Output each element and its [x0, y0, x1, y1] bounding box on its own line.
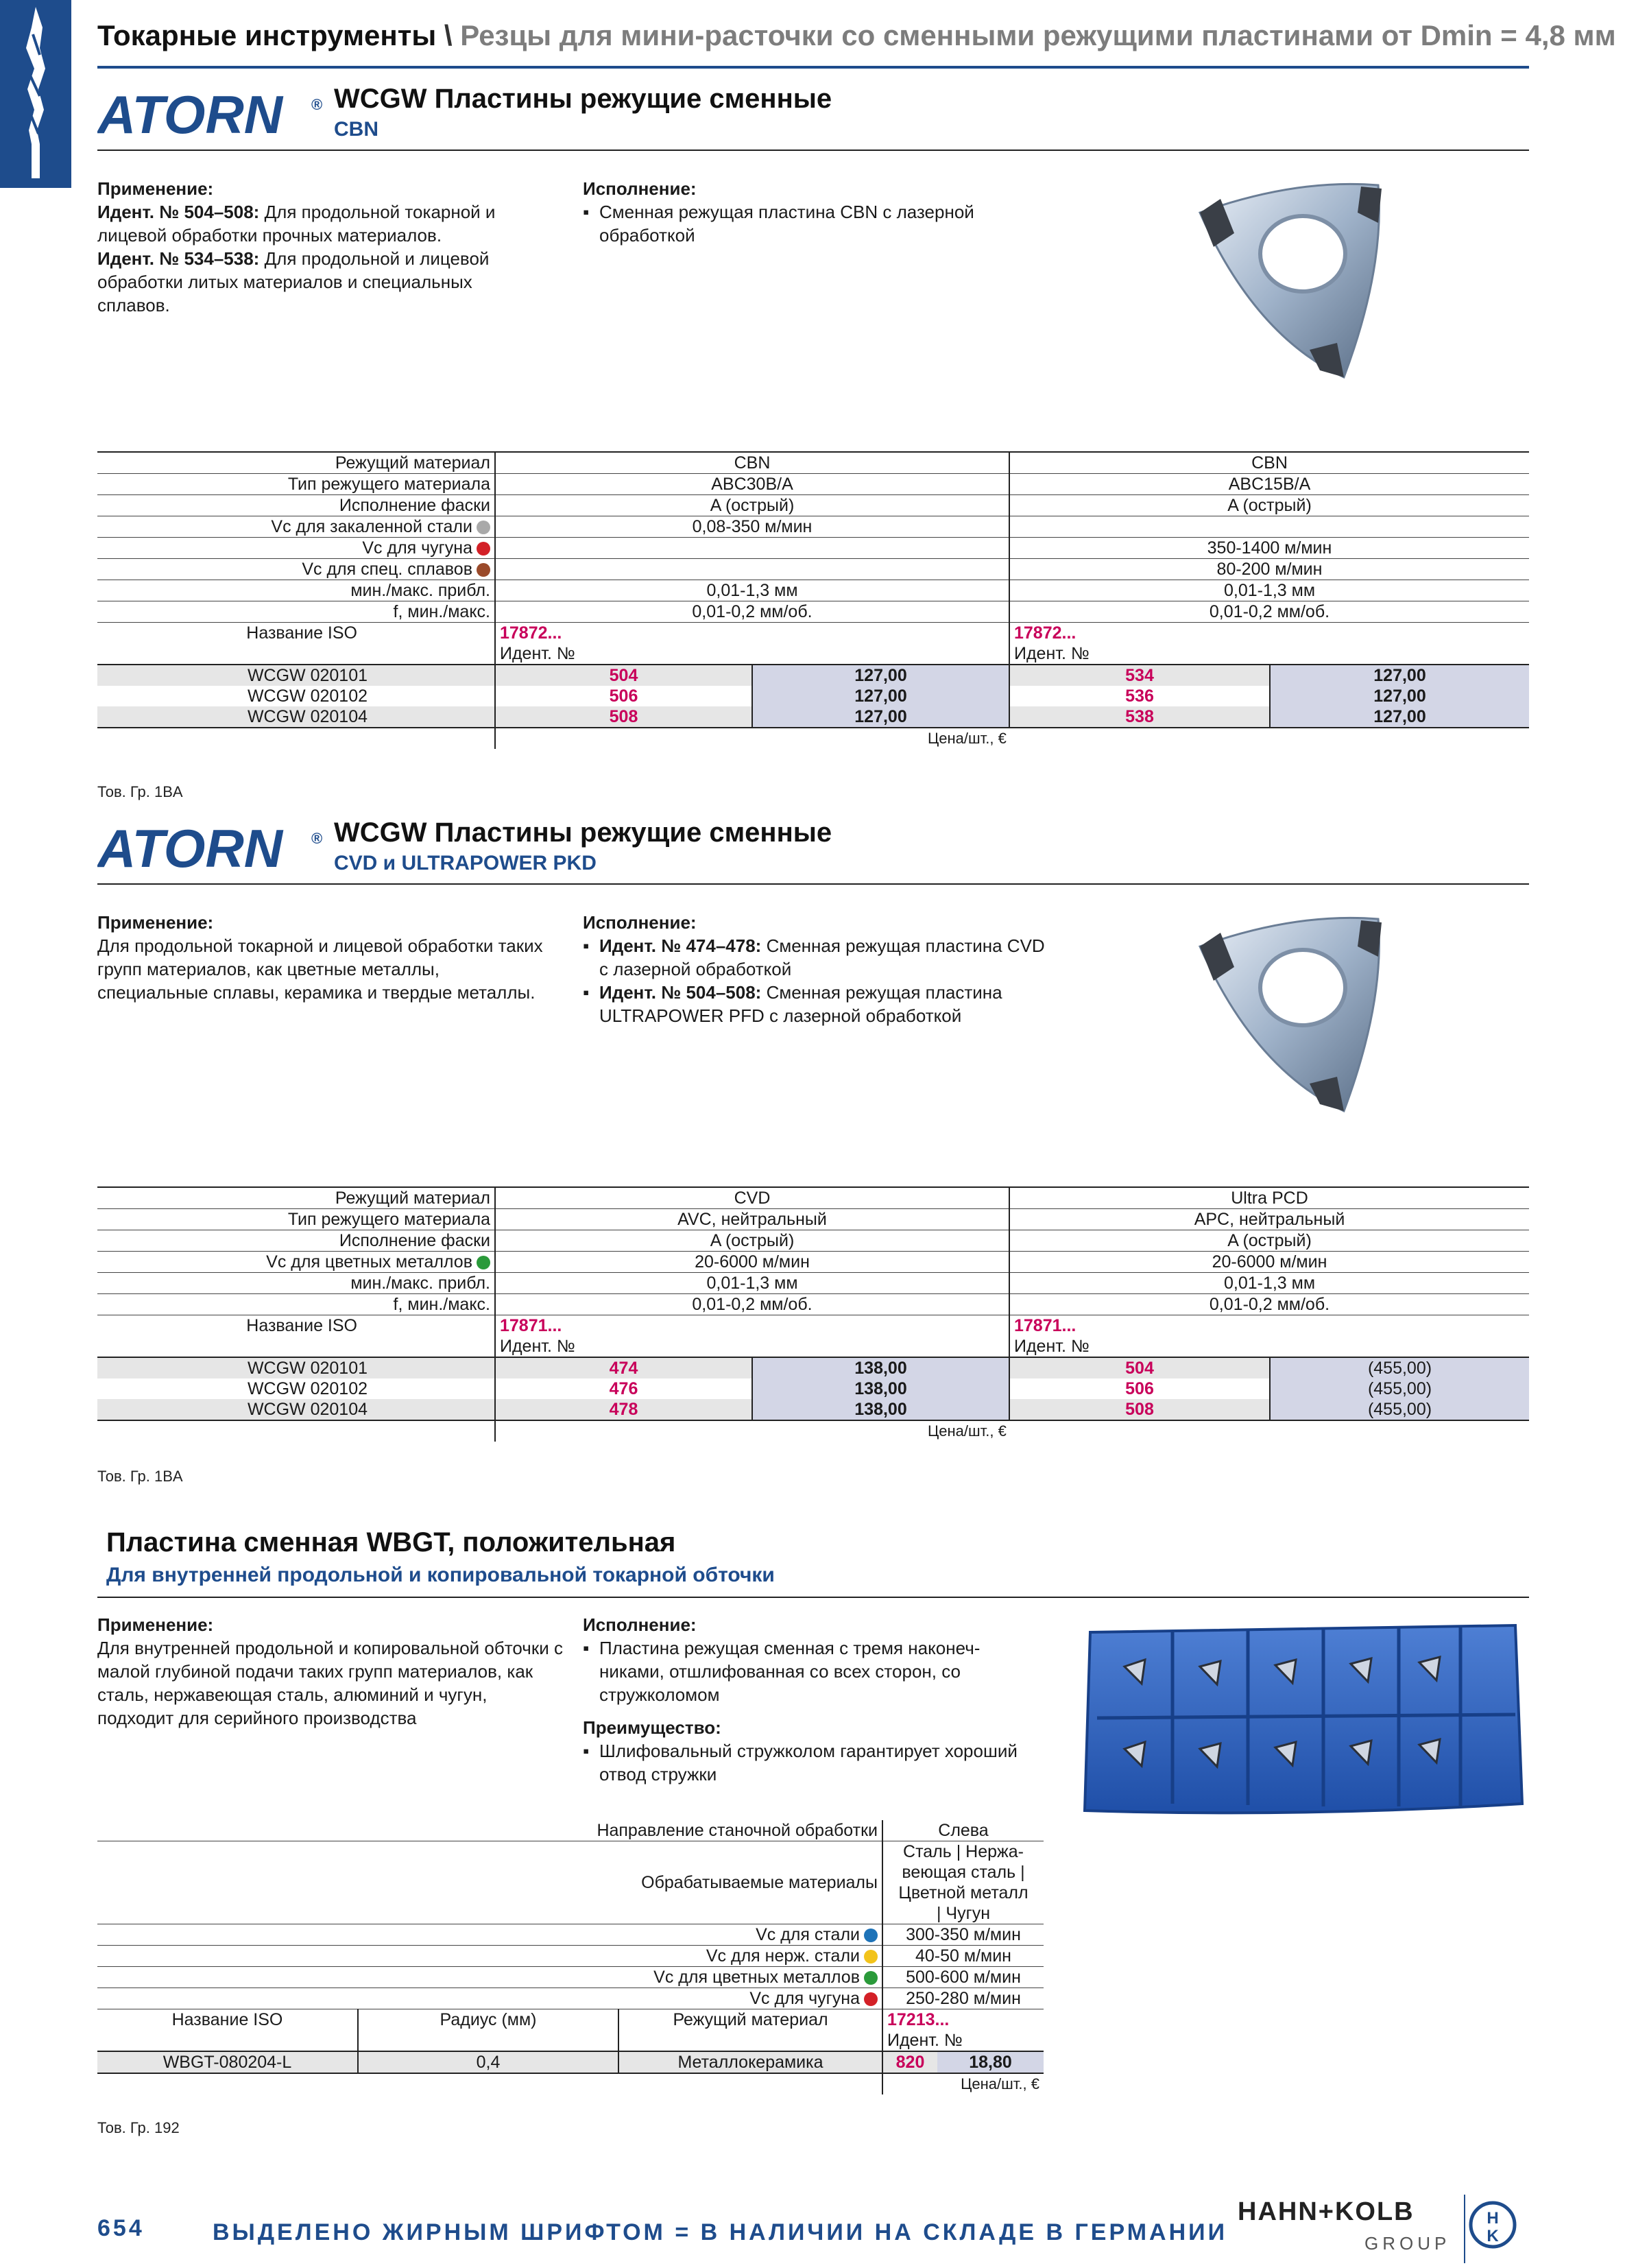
atorn-logo [97, 820, 324, 875]
spec-row: Vc для нерж. стали 40-50 м/мин [97, 1946, 1044, 1967]
advantage-heading: Преимущество: [583, 1717, 721, 1738]
breadcrumb-subcategory[interactable]: Резцы для мини-расточки со сменными режущими пластинами от Dmin = 4,8 мм [460, 19, 1616, 51]
table-row[interactable]: WCGW 020101 474 138,00 504 (455,00) [97, 1357, 1529, 1378]
product-group-label: Тов. Гр. 192 [97, 2119, 180, 2136]
spec-row: Режущий материал CBN CBN [97, 452, 1529, 474]
execution-heading: Исполнение: [583, 1614, 697, 1635]
spec-row: мин./макс. прибл. 0,01-1,3 мм 0,01-1,3 мм [97, 580, 1529, 601]
cast-iron-dot-icon [864, 1992, 878, 2006]
product-title: WCGW Пластины режущие сменные [334, 817, 832, 848]
execution-heading: Исполнение: [583, 912, 697, 933]
product-title: Пластина сменная WBGT, положительная [106, 1527, 676, 1557]
spec-row: Исполнение фаски A (острый) A (острый) [97, 1230, 1529, 1252]
price-unit-row: Цена/шт., € [97, 2073, 1044, 2094]
spec-table-cvd [97, 1186, 1529, 1442]
application-paragraph: Для внутренней продольной и копировальной обточки с малой глубиной подачи таких групп материалов, как сталь, нержавеющая сталь, алюминий и чугун, подходит для серийного производства [97, 1638, 563, 1728]
brand-name: HAHN+KOLB [1238, 2197, 1415, 2226]
spec-row: Исполнение фаски A (острый) A (острый) [97, 495, 1529, 516]
product-group-label: Тов. Гр. 1BA [97, 1468, 183, 1485]
svg-text:ATORN: ATORN [97, 820, 283, 875]
price-unit-row: Цена/шт., € [97, 1420, 1529, 1442]
hardened-steel-dot-icon [477, 521, 490, 534]
nonferrous-dot-icon [477, 1256, 490, 1269]
steel-dot-icon [864, 1929, 878, 1942]
section-wcgw-cbn [97, 82, 1529, 151]
spec-row: мин./макс. прибл. 0,01-1,3 мм 0,01-1,3 мм [97, 1273, 1529, 1294]
table-row[interactable]: WCGW 020104 508 127,00 538 127,00 [97, 706, 1529, 728]
table-row[interactable]: WCGW 020102 476 138,00 506 (455,00) [97, 1378, 1529, 1399]
spec-row: Vc для цветных металлов 20-6000 м/мин 20-6000 м/мин [97, 1252, 1529, 1273]
execution-text [583, 911, 1049, 1027]
spec-table-cbn [97, 451, 1529, 749]
spec-row: Обрабатываемые материалы Сталь | Нержа- веющая сталь | Цветной металл | Чугун [97, 1841, 1044, 1924]
spec-row: f, мин./макс. 0,01-0,2 мм/об. 0,01-0,2 мм/об. [97, 601, 1529, 623]
spec-row: Vc для чугуна 250-280 м/мин [97, 1988, 1044, 2009]
advantage-item: ▪ Шлифовальный стружколом гарантирует хороший отвод стружки [583, 1739, 1028, 1786]
nonferrous-dot-icon [864, 1971, 878, 1985]
spec-table-wbgt [97, 1820, 1044, 2094]
page-header [97, 11, 1616, 69]
spec-row: Направление станочной обработки Слева [97, 1820, 1044, 1841]
brand-group: GROUP [1364, 2233, 1451, 2254]
section-wcgw-cvd [97, 816, 1529, 885]
application-heading: Применение: [97, 178, 214, 199]
spec-row: Vc для чугуна 350-1400 м/мин [97, 538, 1529, 559]
breadcrumb [97, 11, 1616, 60]
execution-item: ▪ Идент. № 474–478: Сменная режущая пластина CVD с лазерной обработкой [583, 934, 1049, 981]
application-paragraph-1: Идент. № 504–508: Для продольной токарной и лицевой обработки прочных материалов. [97, 202, 496, 246]
side-category-tab [0, 0, 71, 188]
execution-text [583, 1613, 1028, 1786]
product-group-label: Тов. Гр. 1BA [97, 783, 183, 800]
column-header-row: Название ISO Радиус (мм) Режущий материал 17213... Идент. № [97, 2009, 1044, 2052]
spec-row: Vc для закаленной стали 0,08-350 м/мин [97, 516, 1529, 538]
application-paragraph-2: Идент. № 534–538: Для продольной и лицевой обработки литых материалов и специальных сплавов. [97, 248, 490, 315]
wbgt-inserts-box-image [1076, 1612, 1529, 1824]
execution-text [583, 177, 1022, 247]
product-subtitle: CVD и ULTRAPOWER PKD [334, 852, 597, 874]
ident-header-row: Название ISO 17872... Идент. № 17872... Идент. № [97, 623, 1529, 665]
spec-row: Vc для стали 300-350 м/мин [97, 1924, 1044, 1946]
spec-row: Режущий материал CVD Ultra PCD [97, 1187, 1529, 1209]
drill-bit-icon [19, 7, 52, 182]
execution-item: ▪ Сменная режущая пластина CBN с лазерной обработкой [583, 200, 1022, 247]
spec-row: f, мин./макс. 0,01-0,2 мм/об. 0,01-0,2 мм/об. [97, 1294, 1529, 1315]
stock-note: ВЫДЕЛЕНО ЖИРНЫМ ШРИФТОМ = В НАЛИЧИИ НА СКЛАДЕ В ГЕРМАНИИ [213, 2219, 1228, 2245]
wcgw-insert-image [1172, 905, 1419, 1125]
table-row[interactable]: WCGW 020101 504 127,00 534 127,00 [97, 665, 1529, 686]
svg-text:®: ® [311, 830, 323, 847]
hahn-kolb-logo [1238, 2195, 1512, 2263]
table-row[interactable]: WBGT-080204-L 0,4 Металлокерамика 820 18,80 [97, 2051, 1044, 2073]
execution-item: ▪ Пластина режущая сменная с тремя наконечниками, отшлифованная со всех сторон, со стружколомом [583, 1636, 1028, 1706]
stainless-steel-dot-icon [864, 1950, 878, 1963]
svg-text:H: H [1487, 2209, 1499, 2228]
cast-iron-dot-icon [477, 542, 490, 556]
page-number: 654 [97, 2215, 145, 2241]
breadcrumb-category[interactable]: Токарные инструменты [97, 19, 437, 51]
spec-row: Vc для цветных металлов 500-600 м/мин [97, 1967, 1044, 1988]
special-alloy-dot-icon [477, 563, 490, 577]
spec-row: Тип режущего материала AVC, нейтральный APC, нейтральный [97, 1209, 1529, 1230]
product-title-row [97, 82, 1529, 151]
product-title-row [97, 816, 1529, 885]
svg-text:®: ® [311, 96, 323, 113]
application-heading: Применение: [97, 1614, 214, 1635]
spec-row: Тип режущего материала ABC30B/A ABC15B/A [97, 474, 1529, 495]
atorn-logo [97, 86, 324, 141]
wcgw-insert-image [1172, 171, 1419, 391]
table-row[interactable]: WCGW 020104 478 138,00 508 (455,00) [97, 1399, 1529, 1420]
application-heading: Применение: [97, 912, 214, 933]
application-text [97, 1613, 564, 1730]
application-text [97, 911, 543, 1004]
svg-text:K: K [1487, 2227, 1499, 2245]
ident-header-row: Название ISO 17871... Идент. № 17871... Идент. № [97, 1315, 1529, 1358]
product-title: WCGW Пластины режущие сменные [334, 84, 832, 114]
svg-text:ATORN: ATORN [97, 86, 283, 141]
hk-emblem-icon [1464, 2195, 1517, 2263]
product-subtitle: Для внутренней продольной и копировальной токарной обточки [106, 1564, 775, 1586]
application-paragraph: Для продольной токарной и лицевой обработки таких групп материалов, как цветные металлы, специальные сплавы, керамика и твердые металлы. [97, 935, 543, 1003]
execution-item: ▪ Идент. № 504–508: Сменная режущая пластина ULTRAPOWER PFD с лазерной обработкой [583, 981, 1049, 1027]
product-subtitle: CBN [334, 118, 378, 141]
execution-heading: Исполнение: [583, 178, 697, 199]
table-row[interactable]: WCGW 020102 506 127,00 536 127,00 [97, 686, 1529, 706]
section-divider [97, 1597, 1529, 1598]
spec-row: Vc для спец. сплавов 80-200 м/мин [97, 559, 1529, 580]
price-unit-row: Цена/шт., € [97, 728, 1529, 749]
application-text [97, 177, 543, 317]
breadcrumb-separator: \ [444, 19, 453, 51]
